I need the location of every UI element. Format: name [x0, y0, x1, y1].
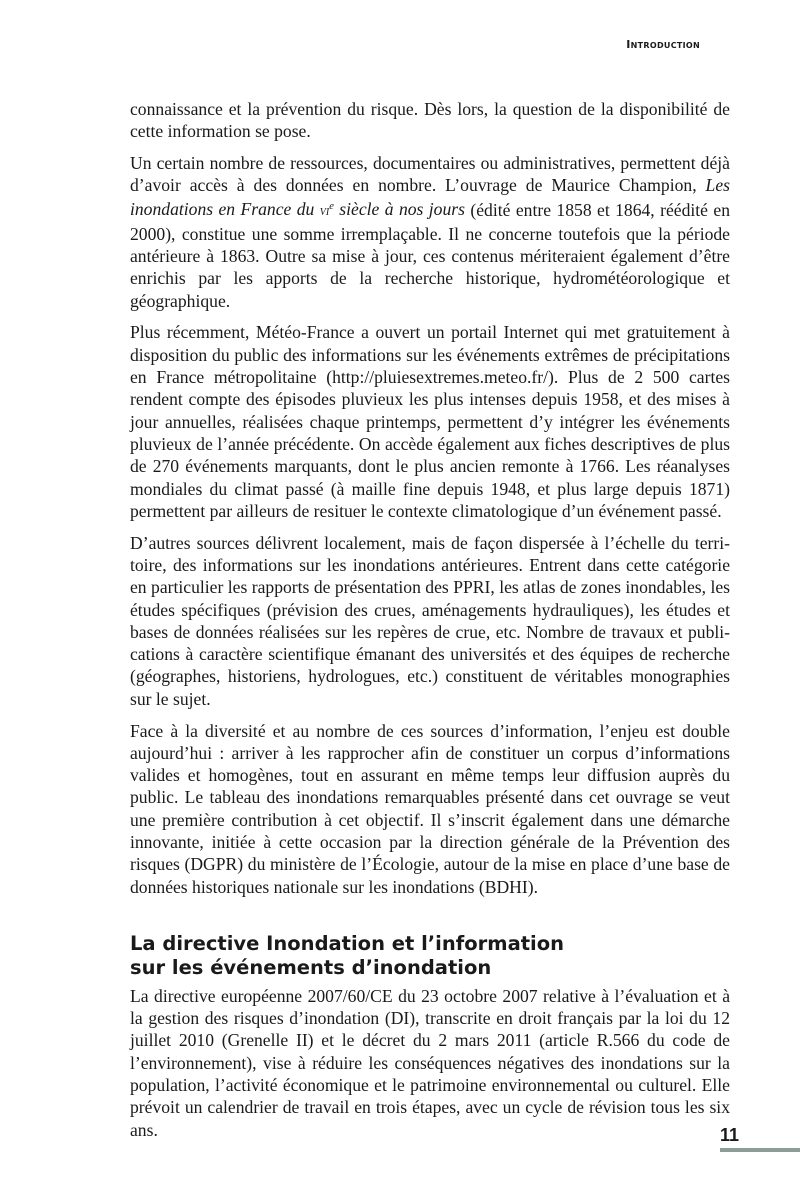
paragraph-champion: [130, 152, 730, 312]
paragraph: Plus récemment, Météo-France a ouvert un portail Internet qui met gratuitement à disposition du public des informations sur les événements extrêmes de précipitations en France métropolitaine (http://pluiesextremes.meteo.fr/). Plus de 2 500 cartes rendent compte des épisodes pluvieux les plus intenses depuis 1958, et des mises à jour annuelles, réalisées chaque printemps, permettent d’y intégrer les événements pluvieux de l’année précédente. On accède également aux fiches descriptives de plus de 270 événements marquants, dont le plus ancien remonte à 1766. Les réanalyses mondiales du climat passé (à maille fine depuis 1948, et plus large depuis 1871) permettent par ailleurs de resituer le contexte climatologique d’un événement passé.: [130, 322, 730, 521]
book-title-part: Les inondations en France du: [130, 175, 730, 220]
page-number: 11: [720, 1125, 740, 1145]
paragraph: connaissance et la prévention du risque. Dès lors, la question de la disponibilité de cette information se pose.: [130, 99, 730, 142]
text: (édité entre 1858 et 1864, réédité en 2000), constitue une somme irremplaçable. Il ne concerne toutefois que la période antérieure à 1863. Outre sa mise à jour, ces contenus mériteraient également d’être enrichis par les apports de la recherche historique, hydrométéorologique et géographique.: [130, 199, 730, 311]
heading-line: sur les événements d’inondation: [130, 955, 492, 979]
page-number-rule: [720, 1148, 800, 1152]
paragraph: La directive européenne 2007/60/CE du 23 octobre 2007 relative à l’évaluation et à la gestion des risques d’inondation (DI), transcrite en droit français par la loi du 12 juillet 2010 (Grenelle II) et le décret du 2 mars 2011 (article R.566 du code de l’environnement), vise à réduire les conséquences négatives des inondations sur la population, l’activité économique et le patrimoine environnemental ou culturel. Elle prévoit un calendrier de travail en trois étapes, avec un cycle de révision tous les six ans.: [130, 985, 730, 1140]
section-heading: [130, 932, 730, 980]
running-head: Introduction: [626, 38, 700, 51]
century-numeral: vi: [319, 203, 330, 220]
paragraph: Face à la diversité et au nombre de ces sources d’information, l’enjeu est double aujourd’hui : arriver à les rapprocher afin de constituer un corpus d’informations valides et homogènes, tout en assurant en même temps leur diffusion auprès du public. Le tableau des inondations remarquables présenté dans cet ouvrage se veut une première contribution à cet objectif. Il s’inscrit également dans une démarche innovante, initiée à cette occasion par la direction générale de la Prévention des risques (DGPR) du ministère de l’Écologie, autour de la mise en place d’une base de données historiques nationale sur les inondations (BDHI).: [130, 720, 730, 897]
book-title-part: siècle à nos jours: [333, 199, 465, 220]
heading-line: La directive Inondation et l’information: [130, 931, 565, 955]
paragraph: D’autres sources délivrent localement, mais de façon dispersée à l’échelle du territoire, des informations sur les inondations antérieures. Entrent dans cette catégorie en particulier les rapports de présentation des PPRI, les atlas de zones inondables, les études spécifiques (prévision des crues, aménagements hydrauliques), les études et bases de données réalisées sur les repères de crue, etc. Nombre de travaux et publications à caractère scientifique émanant des universités et des équipes de recherche (géographes, historiens, hydrologues, etc.) constituent de véritables monographies sur le sujet.: [130, 532, 730, 709]
page-body: [130, 98, 730, 1150]
century-sup: e: [329, 201, 334, 213]
text: Un certain nombre de ressources, documentaires ou administratives, permettent déjà d’avoir accès à des données en nombre. L’ouvrage de Maurice Champion,: [130, 153, 730, 196]
